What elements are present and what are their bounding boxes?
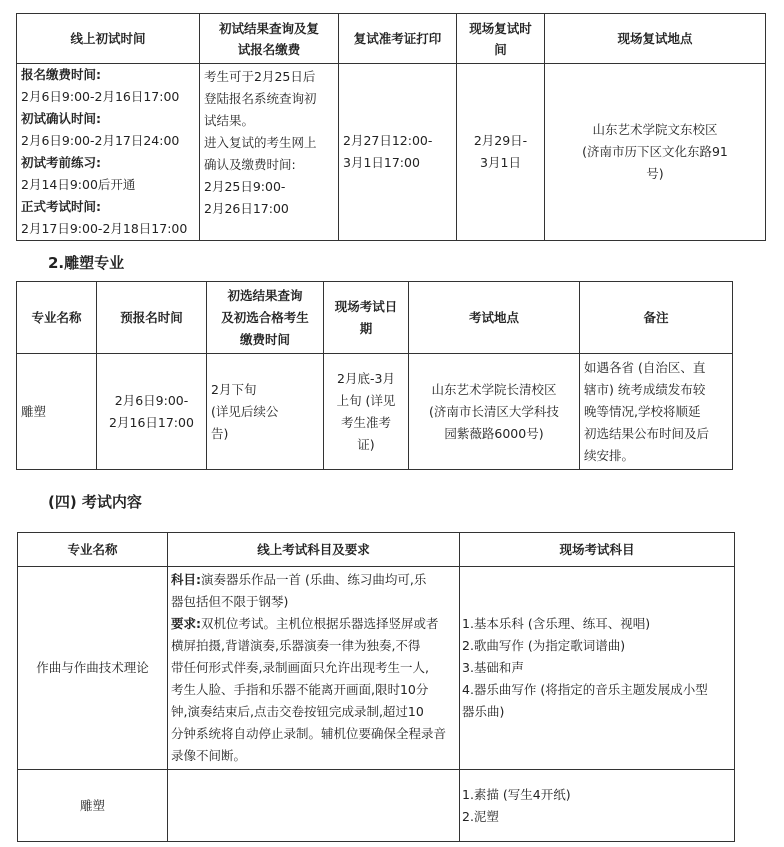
section-title-sculpture: 2.雕塑专业 (48, 254, 125, 272)
header-prelim-line: 缴费时间 (239, 331, 290, 347)
online-time-line: 2月17日9:00-2月18日17:00 (21, 221, 188, 236)
result-query-line: 考生可于2月25日后 (204, 69, 316, 84)
header-notes: 备注 (580, 282, 733, 354)
notes-cell (580, 354, 733, 470)
header-exam-date (324, 282, 409, 354)
online-line: 钟,演奏结束后,点击交卷按钮完成录制,超过10 (171, 704, 424, 719)
prelim-line: 告) (211, 425, 229, 441)
onsite-line: 2.泥塑 (462, 808, 499, 824)
onsite-line: 1.基本乐科 (含乐理、练耳、视唱) (462, 616, 651, 631)
header-retest-time: 现场复试时间 (457, 14, 545, 64)
online-time-line: 报名缴费时间: (21, 67, 101, 82)
online-subjects-cell (168, 567, 460, 770)
admission-print-line: 3月1日17:00 (343, 155, 420, 170)
header-exam-place: 考试地点 (409, 282, 580, 354)
header-result-query: 初试结果查询及复试报名缴费 (200, 14, 339, 64)
table-retest-schedule (16, 13, 766, 241)
prelim-line: 2月下旬 (211, 381, 257, 397)
result-query-cell (200, 64, 339, 241)
onsite-line: 器乐曲) (462, 704, 505, 719)
admission-print-line: 2月27日12:00- (343, 133, 433, 148)
onsite-subjects-cell (460, 770, 735, 842)
header-prelim (207, 282, 324, 354)
result-query-line: 登陆报名系统查询初 (204, 91, 317, 106)
notes-line: 续安排。 (584, 447, 635, 463)
notes-line: 晚等情况,学校将顺延 (584, 403, 701, 419)
retest-place-line: 山东艺术学院文东校区 (592, 122, 718, 137)
table-header-row (17, 14, 766, 64)
exam-date-line: 考生准考 (340, 414, 391, 430)
exam-date-line: 上旬 (详见 (336, 392, 396, 408)
online-time-line: 初试确认时间: (21, 111, 101, 126)
major-cell: 作曲与作曲技术理论 (18, 567, 168, 770)
retest-place-line: (济南市历下区文化东路91 (582, 144, 728, 159)
onsite-line: 2.歌曲写作 (为指定歌词谱曲) (462, 638, 626, 653)
table-row (18, 770, 735, 842)
onsite-line: 3.基础和声 (462, 660, 524, 675)
result-query-line: 进入复试的考生网上 (204, 135, 317, 150)
retest-time-line: 3月1日 (480, 155, 521, 170)
admission-print-cell (339, 64, 457, 241)
header-exam-date-line: 现场考试日 (334, 298, 398, 314)
table-header-row (17, 282, 733, 354)
online-time-line: 正式考试时间: (21, 199, 101, 214)
exam-date-cell (324, 354, 409, 470)
prelim-line: (详见后续公 (211, 403, 279, 419)
header-major: 专业名称 (17, 282, 97, 354)
prelim-cell (207, 354, 324, 470)
table-exam-content (17, 532, 735, 842)
retest-place-cell (545, 64, 766, 241)
online-line-label: 要求: (171, 616, 201, 631)
online-line: 横屏拍摄,背谱演奏,乐器演奏一律为独奏,不得 (171, 638, 421, 653)
notes-line: 初选结果公布时间及后 (584, 425, 710, 441)
major-cell: 雕塑 (18, 770, 168, 842)
header-prelim-line: 初选结果查询 (227, 287, 303, 303)
header-prelim-line: 及初选合格考生 (221, 309, 309, 325)
exam-place-line: 园紫薇路6000号) (444, 425, 544, 441)
online-line-text: 演奏器乐作品一首 (乐曲、练习曲均可,乐 (201, 572, 427, 587)
exam-date-line: 证) (357, 436, 375, 452)
prereg-cell (97, 354, 207, 470)
online-time-line: 初试考前练习: (21, 155, 101, 170)
notes-line: 辖市) 统考成绩发布较 (584, 381, 706, 397)
retest-time-line: 2月29日- (473, 133, 528, 148)
online-line (171, 613, 456, 635)
header-exam-date-line: 期 (359, 320, 373, 336)
header-prereg: 预报名时间 (97, 282, 207, 354)
result-query-line: 试结果。 (204, 113, 255, 128)
online-time-line: 2月6日9:00-2月17日24:00 (21, 133, 180, 148)
header-online-time: 线上初试时间 (17, 14, 200, 64)
online-line: 带任何形式伴奏,录制画面只允许出现考生一人, (171, 660, 429, 675)
header-major: 专业名称 (18, 533, 168, 567)
retest-time-cell (457, 64, 545, 241)
exam-place-line: 山东艺术学院长清校区 (431, 381, 557, 397)
table-header-row (18, 533, 735, 567)
retest-place-line: 号) (646, 166, 664, 181)
result-query-line: 确认及缴费时间: (204, 157, 296, 172)
exam-place-cell (409, 354, 580, 470)
header-retest-place: 现场复试地点 (545, 14, 766, 64)
notes-line: 如遇各省 (自治区、直 (584, 359, 706, 375)
exam-date-line: 2月底-3月 (337, 370, 395, 386)
result-query-line: 2月25日9:00- (204, 179, 286, 194)
online-line: 分钟系统将自动停止录制。辅机位要确保全程录音 (171, 726, 447, 741)
exam-place-line: (济南市长清区大学科技 (429, 403, 559, 419)
online-line: 录像不间断。 (171, 748, 247, 763)
prereg-line: 2月16日17:00 (109, 414, 194, 430)
header-admission-print: 复试准考证打印 (339, 14, 457, 64)
result-query-line: 2月26日17:00 (204, 201, 289, 216)
onsite-line: 4.器乐曲写作 (将指定的音乐主题发展成小型 (462, 682, 708, 697)
online-line (171, 569, 456, 591)
online-subjects-cell (168, 770, 460, 842)
header-onsite-subjects: 现场考试科目 (460, 533, 735, 567)
online-time-cell (17, 64, 200, 241)
online-line-text: 双机位考试。主机位根据乐器选择竖屏或者 (201, 616, 439, 631)
online-time-line: 2月6日9:00-2月16日17:00 (21, 89, 180, 104)
header-online-subjects: 线上考试科目及要求 (168, 533, 460, 567)
table-sculpture-schedule (16, 281, 733, 470)
prereg-line: 2月6日9:00- (114, 392, 189, 408)
online-line-label: 科目: (171, 572, 201, 587)
online-time-line: 2月14日9:00后开通 (21, 177, 136, 192)
table-row (18, 567, 735, 770)
online-line: 考生人脸、手指和乐器不能离开画面,限时10分 (171, 682, 429, 697)
table-row (17, 354, 733, 470)
onsite-line: 1.素描 (写生4开纸) (462, 786, 571, 802)
table-row (17, 64, 766, 241)
online-line: 器包括但不限于钢琴) (171, 594, 289, 609)
section-title-exam-content: (四) 考试内容 (48, 493, 142, 511)
onsite-subjects-cell (460, 567, 735, 770)
major-cell: 雕塑 (17, 354, 97, 470)
